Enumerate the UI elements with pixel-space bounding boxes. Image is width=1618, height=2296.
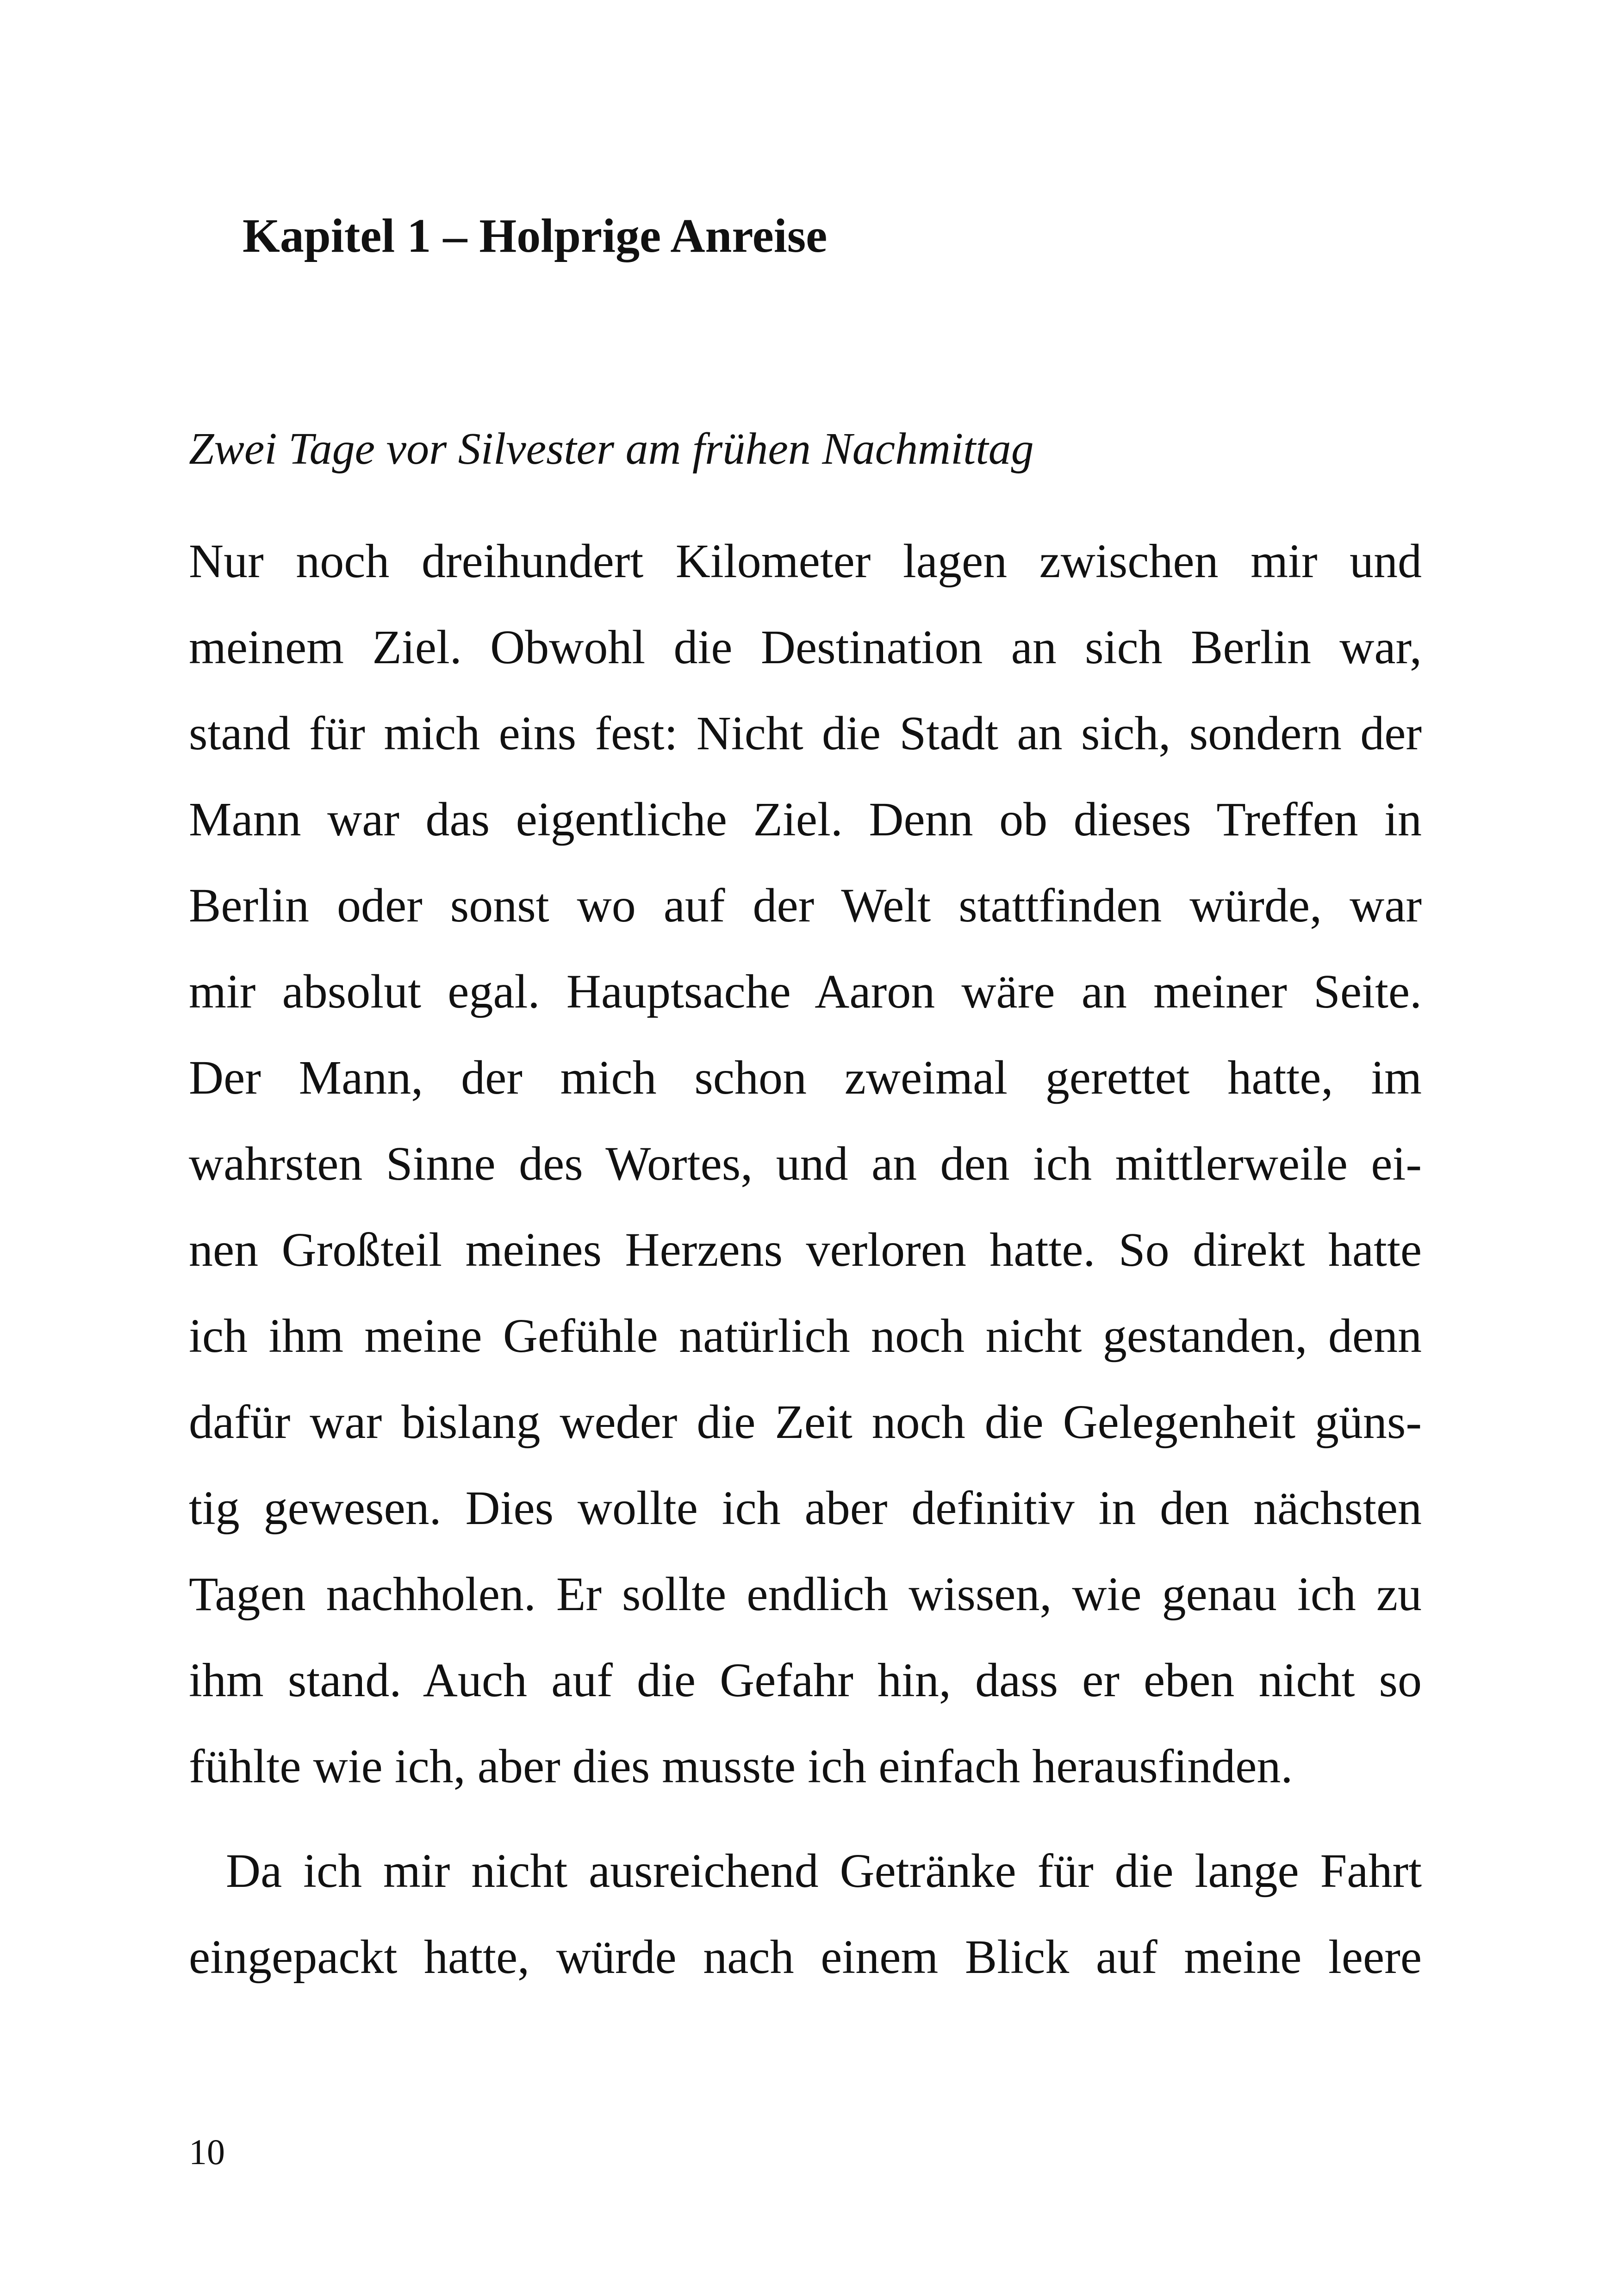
text-line: Nur noch dreihundert Kilometer lagen zwischen mir und — [189, 535, 1422, 588]
section-subheading: Zwei Tage vor Silvester am frühen Nachmittag — [189, 424, 1034, 474]
text-line: Mann war das eigentliche Ziel. Denn ob dieses Treffen in — [189, 793, 1422, 846]
text-line: Da ich mir nicht ausreichend Getränke für die lange Fahrt — [226, 1844, 1422, 1898]
text-line: fühlte wie ich, aber dies musste ich einfach herausfinden. — [189, 1740, 1293, 1793]
text-line: Tagen nachholen. Er sollte endlich wissen, wie genau ich zu — [189, 1568, 1422, 1621]
text-line: dafür war bislang weder die Zeit noch die Gelegenheit güns- — [189, 1395, 1422, 1449]
page-number: 10 — [189, 2132, 225, 2172]
text-line: ihm stand. Auch auf die Gefahr hin, dass er eben nicht so — [189, 1654, 1422, 1707]
text-line: mir absolut egal. Hauptsache Aaron wäre an meiner Seite. — [189, 965, 1422, 1018]
text-line: eingepackt hatte, würde nach einem Blick auf meine leere — [189, 1930, 1422, 1984]
paragraph-1 — [189, 518, 1422, 1810]
text-line: ich ihm meine Gefühle natürlich noch nicht gestanden, denn — [189, 1309, 1422, 1363]
text-line: wahrsten Sinne des Wortes, und an den ich mittlerweile ei- — [189, 1137, 1422, 1190]
text-line: stand für mich eins fest: Nicht die Stadt an sich, sondern der — [189, 707, 1422, 760]
text-line: tig gewesen. Dies wollte ich aber definitiv in den nächsten — [189, 1481, 1422, 1535]
text-line: Der Mann, der mich schon zweimal gerettet hatte, im — [189, 1051, 1422, 1104]
paragraph-2 — [189, 1828, 1422, 2000]
text-line: meinem Ziel. Obwohl die Destination an sich Berlin war, — [189, 621, 1422, 674]
text-line: Berlin oder sonst wo auf der Welt stattfinden würde, war — [189, 879, 1422, 932]
chapter-title: Kapitel 1 – Holprige Anreise — [243, 209, 828, 262]
text-line: nen Großteil meines Herzens verloren hatte. So direkt hatte — [189, 1223, 1422, 1276]
